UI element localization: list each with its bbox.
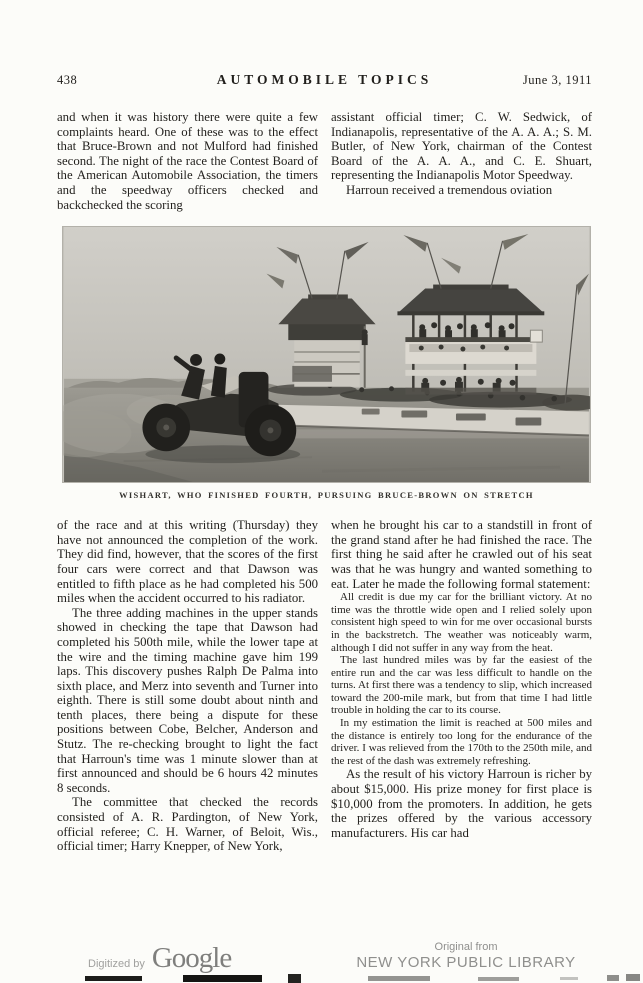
race-photo-illustration bbox=[63, 227, 590, 482]
paragraph: The three adding machines in the upper stands showed in checking the tape that Dawson had completed his 500th mile, while the lower tape at the wire and the timing machine gave him 199 laps. This discovery pushes Ralph De Palma into sixth place, and Merz into seventh and Turner into eighth. There is still some doubt about ninth and tenth places, there being a dispute for these positions between Cobe, Belcher, Anderson and Stutz. The re-checking brought to light the fact that Harroun's time was 1 minute slower than at first announced and should be 6 hours 42 minutes 8 seconds. bbox=[57, 605, 318, 795]
scan-fragment bbox=[626, 974, 640, 981]
paragraph: As the result of his victory Harroun is richer by about $15,000. His prize money for first place is $10,000 from the promoters. In addition, he gets the prizes offered by the various accessory manufacturers. His car had bbox=[331, 767, 592, 840]
library-name: NEW YORK PUBLIC LIBRARY bbox=[356, 954, 576, 971]
scan-fragment bbox=[560, 977, 578, 980]
google-logo: Google bbox=[151, 942, 232, 974]
scan-fragment bbox=[183, 975, 262, 982]
issue-date: June 3, 1911 bbox=[522, 73, 592, 87]
paragraph: of the race and at this writing (Thursday) they have not announced the completion of the work. They did find, however, that the scores of the first four cars were correct and that Dawson was entitled to fifth place as he had completed his 500 miles when the accident occurred to his radiator. bbox=[57, 518, 318, 606]
publication-title: AUTOMOBILE TOPICS bbox=[216, 72, 433, 87]
bottom-left-column bbox=[57, 518, 318, 854]
digitized-by-mark bbox=[88, 942, 231, 975]
bottom-text-columns bbox=[57, 518, 592, 854]
bottom-right-column bbox=[331, 518, 592, 854]
original-from-label: Original from bbox=[434, 941, 498, 953]
statement-paragraph: In my estimation the limit is reached at 500 miles and the distance is entirely too long for the endurance of the driver. I was relieved from the 170th to the 250th mile, and the rest of the dash was extremely refreshing. bbox=[331, 717, 592, 767]
paragraph: The committee that checked the records consisted of A. R. Pardington, of New York, official referee; C. H. Warner, of Beloit, Wis., official timer; Harry Knepper, of New York, bbox=[57, 795, 318, 854]
scan-fragment bbox=[478, 977, 519, 981]
top-text-columns bbox=[57, 110, 592, 212]
page-header bbox=[57, 72, 592, 90]
scan-fragment bbox=[85, 976, 142, 981]
digitized-by-label: Digitized by bbox=[88, 958, 145, 970]
scan-fragment bbox=[368, 976, 430, 981]
photo-caption: WISHART, WHO FINISHED FOURTH, PURSUING BRUCE-BROWN ON STRETCH bbox=[119, 490, 534, 501]
top-left-column bbox=[57, 110, 318, 212]
race-photo bbox=[62, 226, 591, 483]
paragraph: Harroun received a tremendous oviation bbox=[346, 182, 553, 197]
paragraph: and when it was history there were quite a few complaints heard. One of these was to the effect that Bruce-Brown and not Mulford had finished second. The night of the race the Contest Board of the American Automobile Association, the timers and the speedway officers checked and backchecked the scoring bbox=[57, 110, 318, 212]
paragraph: when he brought his car to a standstill in front of the grand stand after he had finished the race. The first thing he said after he crawled out of his seat was that he was hungry and wanted something to eat. Later he made the following formal statement: bbox=[331, 518, 592, 591]
original-from-mark bbox=[330, 941, 602, 971]
scan-fragment bbox=[607, 975, 619, 981]
top-right-column bbox=[331, 110, 592, 212]
page-number: 438 bbox=[57, 73, 78, 87]
statement-paragraph: All credit is due my car for the brilliant victory. At no time was the throttle wide open and I relied solely upon consistent high speed to win for me over occasional bursts in the backstretch. The weather was noticeably warm, although I did not suffer in any way from the heat. bbox=[331, 591, 592, 654]
paragraph: assistant official timer; C. W. Sedwick, of Indianapolis, representative of the A. A. A.; S. M. Butler, of New York, chairman of the Contest Board of the A. A. A., and C. E. Shuart, representing the Indianapolis Motor Speedway. bbox=[331, 110, 592, 183]
scan-fragment bbox=[288, 974, 301, 983]
statement-paragraph: The last hundred miles was by far the easiest of the entire run and the car was less difficult to handle on the turns. At first there was a tendency to slip, which increased toward the 200-mile mark, but from that time I had little trouble in holding the car to its course. bbox=[331, 654, 592, 717]
photo-figure bbox=[62, 226, 591, 500]
